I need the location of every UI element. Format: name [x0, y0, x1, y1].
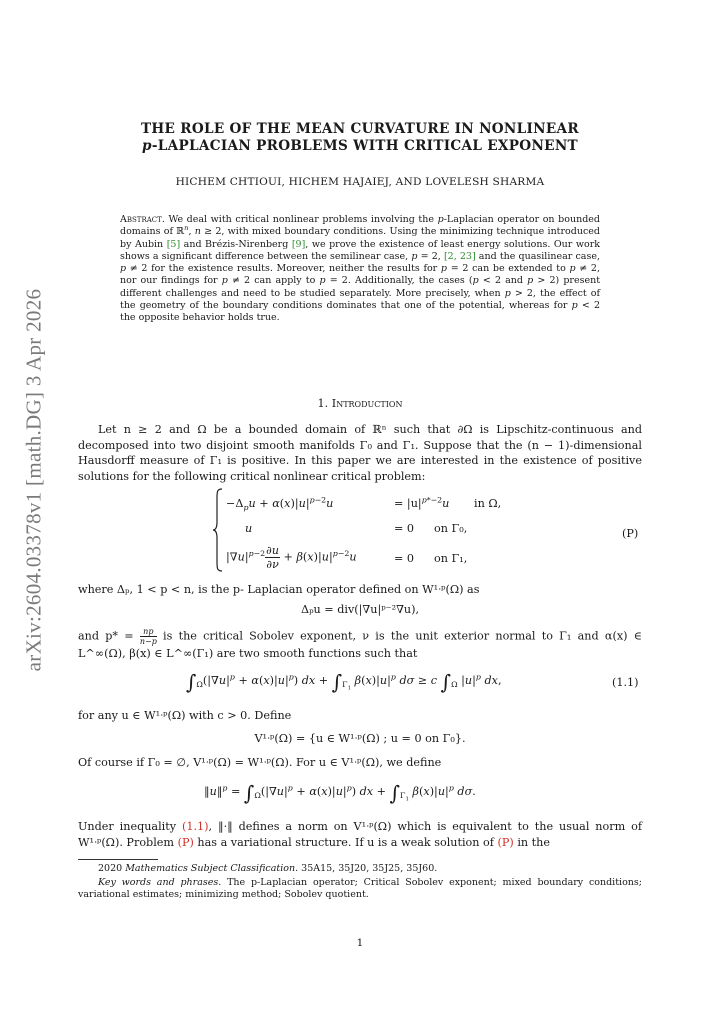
citation-link[interactable]: [9] — [291, 238, 306, 250]
citation-link[interactable]: [5] — [166, 238, 181, 250]
author-list: HICHEM CHTIOUI, HICHEM HAJAIEJ, AND LOVELESH SHARMA — [175, 176, 545, 188]
footnote-rule — [78, 859, 158, 860]
equation-norm: ‖u‖$^p$ = $\int_\Omega(|\nabla u|^p + \alpha(x)|u|^p)$ dx + $\int_{\Gamma_1}$ $\beta(x)|u|^p$ dσ. — [204, 781, 476, 805]
equation-space-v: V¹ᐧᵖ(Ω) = {u ∈ W¹ᐧᵖ(Ω) ; u = 0 on Γ₀}. — [254, 732, 466, 745]
system-line-1-lhs: $-\Delta_pu + \alpha(x)|u|^{p-2}u$ — [226, 495, 334, 513]
intro-paragraph-1: Let n ≥ 2 and Ω be a bounded domain of ℝⁿ such that ∂Ω is Lipschitz-continuous and decomposed into two disjoint smooth manifolds Γ₀ and Γ₁. Suppose that the (n − 1)-dimensional Hausdorff measure of Γ₁ is positive. In this paper we are interested in the existence of positive solutions for the following critical nonlinear critical problem: — [78, 423, 642, 483]
system-line-1-rhs: = $|u|^{p*-2}u$ — [394, 495, 450, 510]
system-brace — [212, 488, 224, 576]
left-brace-icon — [212, 488, 224, 572]
footnote-keywords: Key words and phrases. The p-Laplacian operator; Critical Sobolev exponent; mixed boundary conditions; variational estimates; minimizing method; Sobolev quotient. — [78, 877, 642, 901]
paper-title — [100, 121, 620, 155]
system-line-2-lhs: u — [245, 522, 253, 535]
system-line-3-rhs: = 0 — [394, 552, 415, 565]
title-line-1: THE ROLE OF THE MEAN CURVATURE IN NONLINEAR — [140, 121, 580, 137]
equation-reference-link[interactable]: (P) — [177, 835, 194, 849]
abstract: Abstract. We deal with critical nonlinear problems involving the p-Laplacian operator on bounded domains of ℝ$^n$, n ≥ 2, with mixed boundary conditions. Using the minimizing technique introduced by Aubin [5] and Brézis-Nirenberg [9], we prove the existence of least energy solutions. Our work shows a significant difference between the semilinear case, p = 2, [2, 23] and the quasilinear case, p ≠ 2 for the existence results. Moreover, neither the results for p = 2 can be extended to p ≠ 2, nor our findings for p ≠ 2 can apply to p = 2. Additionally, the cases (p < 2 and p > 2) present different challenges and need to be studied separately. More precisely, when p > 2, the effect of the geometry of the boundary conditions dominates that one of the potential, whereas for p < 2 the opposite behavior holds true. — [120, 214, 601, 324]
arxiv-id: arXiv:2604.03378v1 [math.DG] 3 Apr 2026 — [21, 288, 46, 672]
system-line-3-lhs: $|\nabla u|^{p-2}$ $\frac{\partial u}{\partial\nu}$ + $\beta(x)|u|^{p-2}u$ — [226, 544, 357, 571]
system-line-1-domain: in Ω, — [474, 497, 502, 510]
equation-p-laplacian: Δₚu = div(|∇u|ᵖ⁻²∇u), — [300, 603, 420, 616]
footnote-msc: 2020 Mathematics Subject Classification. 35A15, 35J20, 35J25, 35J60. — [98, 863, 438, 874]
page-number: 1 — [356, 937, 364, 949]
section-heading: 1. Introduction — [317, 397, 403, 410]
arxiv-sidebar-stamp — [12, 270, 56, 690]
intro-paragraph-5: Of course if Γ₀ = ∅, V¹ᐧᵖ(Ω) = W¹ᐧᵖ(Ω). For u ∈ V¹ᐧᵖ(Ω), we define — [78, 756, 442, 769]
equation-reference-link[interactable]: (P) — [497, 835, 514, 849]
title-line-2: p-LAPLACIAN PROBLEMS WITH CRITICAL EXPONENT — [142, 138, 578, 154]
system-line-2-rhs: = 0 — [394, 522, 415, 535]
equation-reference-link[interactable]: (1.1) — [181, 820, 209, 833]
citation-link[interactable]: [2, 23] — [443, 250, 476, 262]
abstract-label: Abstract. — [120, 214, 165, 225]
equation-1-1: $\int_\Omega(|\nabla u|^p + \alpha(x)|u|^p)$ dx + $\int_{\Gamma_1}$ $\beta(x)|u|^p$ dσ ≥ c $\int_\Omega$ $|u|^p$ dx, — [186, 670, 502, 694]
intro-paragraph-4: for any u ∈ W¹ᐧᵖ(Ω) with c > 0. Define — [78, 709, 292, 722]
equation-label-1-1: (1.1) — [612, 676, 639, 689]
system-line-3-domain: on Γ₁, — [434, 552, 468, 565]
intro-paragraph-6: Under inequality (1.1), ‖·‖ defines a norm on V¹ᐧᵖ(Ω) which is equivalent to the usual norm of W¹ᐧᵖ(Ω). Problem (P) has a variational structure. If u is a weak solution of (P) in the — [78, 820, 642, 849]
system-line-2-domain: on Γ₀, — [434, 522, 468, 535]
equation-label-P: (P) — [622, 527, 639, 540]
intro-paragraph-2: where Δₚ, 1 < p < n, is the p- Laplacian operator defined on W¹ᐧᵖ(Ω) as — [78, 583, 480, 596]
intro-paragraph-3: and p* = $\frac{np}{n-p}$ is the critical Sobolev exponent, ν is the unit exterior normal to Γ₁ and α(x) ∈ L^∞(Ω), β(x) ∈ L^∞(Γ₁) are two smooth functions such that — [78, 627, 642, 660]
